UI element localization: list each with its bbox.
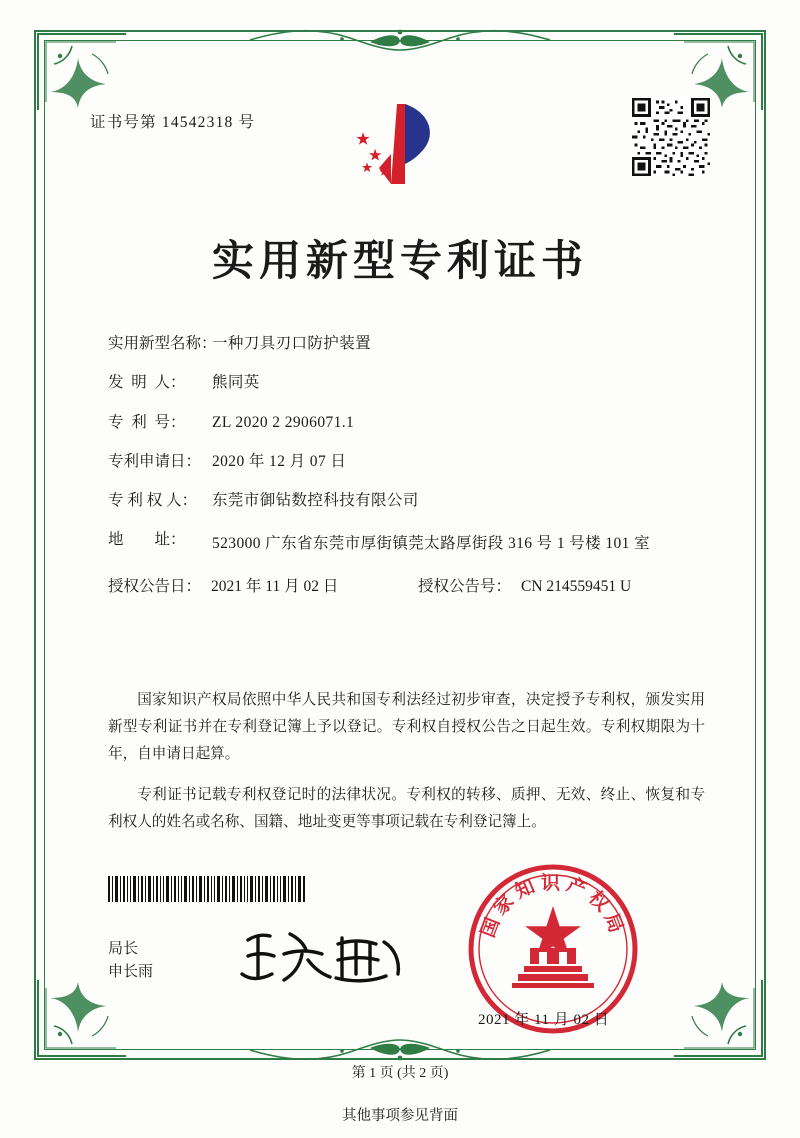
field-value: ZL 2020 2 2906071.1 [212,413,355,431]
field-inventor [108,375,705,391]
field-value: 东莞市御钻数控科技有限公司 [212,492,419,510]
page-title: 实用新型专利证书 [211,236,588,285]
field-list [108,336,705,616]
field-grant-announcement-date [108,579,418,595]
field-label: 实用新型名称： [108,335,217,352]
page-indicator: 第 1 页 (共 2 页) [351,1066,449,1081]
field-label: 发 明 人： [108,374,186,392]
field-value: 一种刀具刃口防护装置 [212,335,372,352]
field-address [108,532,705,556]
corner-ornament-icon [672,978,764,1058]
director-title-label: 局长 [108,941,139,957]
body-paragraphs [108,672,705,851]
field-grant-announcement [108,579,705,595]
field-value: 523000 广东省东莞市厚街镇莞太路厚街段 316 号 1 号楼 101 室 [212,535,650,553]
corner-ornament-icon [36,32,128,112]
paragraph: 专利证书记载专利权登记时的法律状况。专利权的转移、质押、无效、终止、恢复和专利权人的姓名或名称、国籍、地址变更等事项记载在专利登记簿上。 [108,787,705,831]
field-patent-number [108,415,705,431]
field-grant-announcement-number [418,579,705,595]
field-label: 专 利 号： [108,413,186,431]
field-value: 熊同英 [212,374,260,392]
bottom-edge-ornament-icon [250,1034,550,1064]
director-name: 申长雨 [108,964,154,981]
field-value: 2020 年 12 月 07 日 [212,452,347,470]
qr-code-icon [632,98,710,176]
field-application-date [108,454,705,470]
field-label: 授权公告日： [108,578,202,596]
footer-note: 其他事项参见背面 [342,1108,458,1124]
field-value: 2021 年 11 月 02 日 [211,578,339,596]
corner-ornament-icon [36,978,128,1058]
seal-date: 2021 年 11 月 02 日 [478,1012,610,1028]
cnipa-logo-icon [345,98,455,193]
field-utility-model-name [108,336,705,352]
field-label: 专利申请日： [108,452,202,470]
svg-text:国家知识产权局: 国家知识产权局 [477,873,629,941]
field-label: 地 址： [108,531,186,549]
paragraph: 国家知识产权局依照中华人民共和国专利法经过初步审查，决定授予专利权，颁发实用新型专利证书并在专利登记簿上予以登记。专利权自授权公告之日起生效。专利权期限为十年，自申请日起算。 [108,691,705,762]
field-label: 专 利 权 人： [108,492,198,510]
barcode-icon [108,876,308,902]
field-label: 授权公告号： [418,578,512,596]
certificate-number: 证书号第 14542318 号 [90,114,256,131]
signature-block [108,938,153,985]
field-patentee [108,493,705,509]
top-edge-ornament-icon [250,26,550,56]
handwritten-signature-icon [238,922,408,992]
field-value: CN 214559451 U [521,578,632,596]
